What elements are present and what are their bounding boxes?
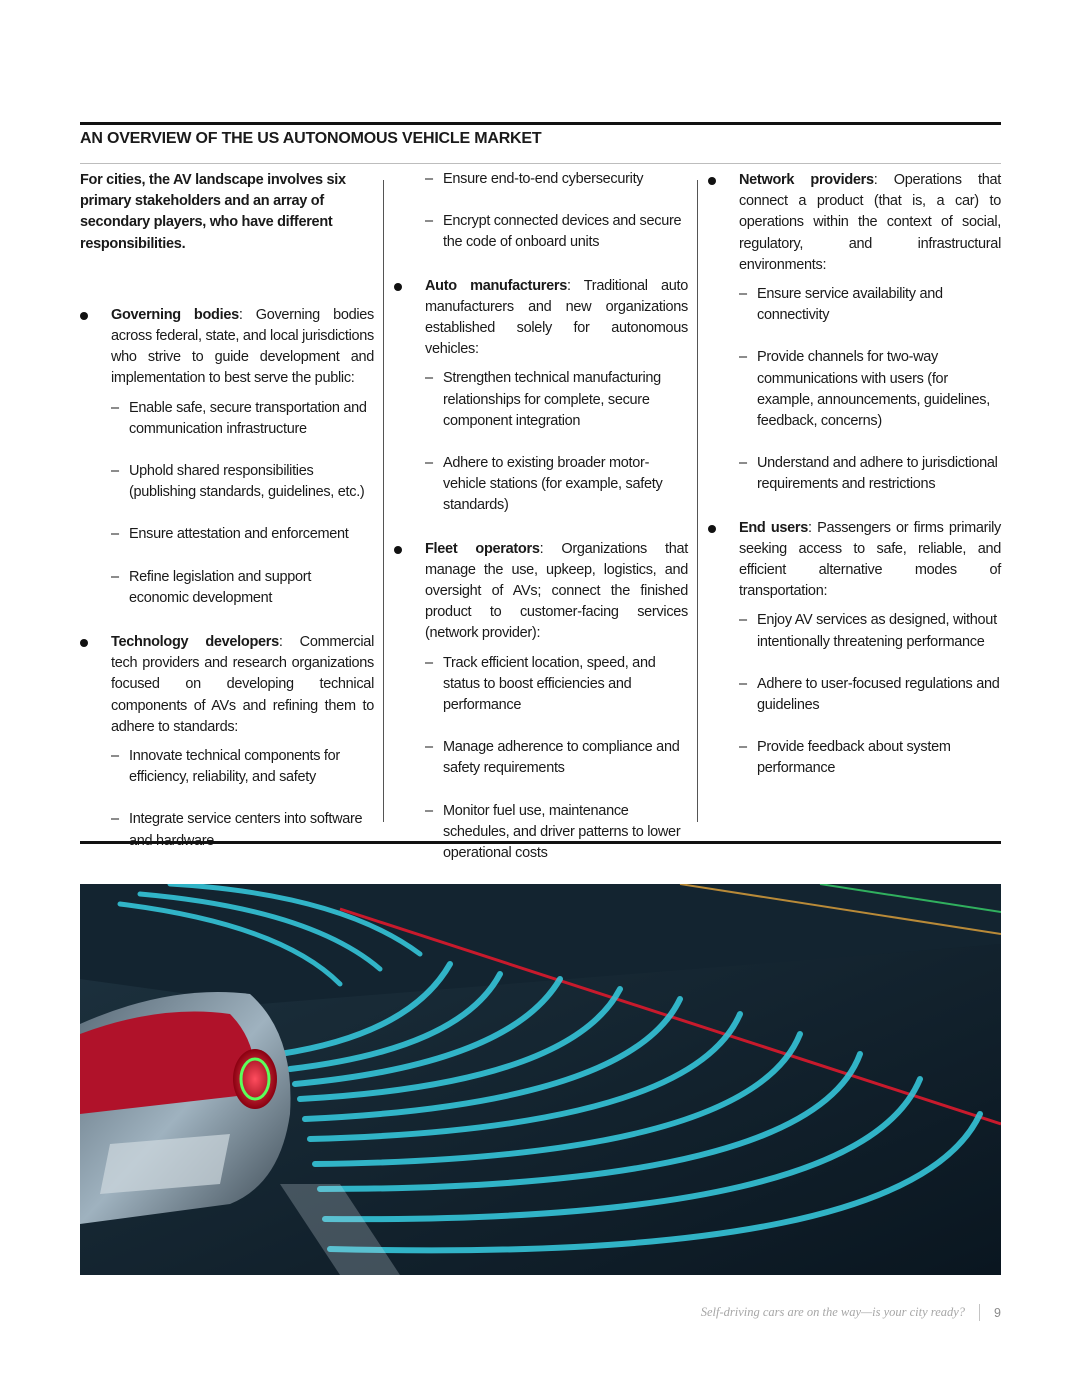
group-auto-manufacturers xyxy=(394,276,688,517)
list-item: – Enable safe, secure transportation and communication infrastructure xyxy=(111,399,367,437)
list-item: – Adhere to existing broader motor-vehicle stations (for example, safety standards) xyxy=(425,455,663,514)
title-underline xyxy=(80,163,1001,164)
list-item: – Monitor fuel use, maintenance schedules, and driver patterns to lower operational costs xyxy=(425,802,681,862)
group-technology-developers xyxy=(80,632,374,852)
list-item: – Encrypt connected devices and secure the code of onboard units xyxy=(425,213,682,251)
top-rule xyxy=(80,122,1001,125)
bullet-icon xyxy=(394,546,402,554)
list-item: – Track efficient location, speed, and status to boost efficiencies and performance xyxy=(425,654,656,714)
column-left xyxy=(80,170,374,873)
intro-text: For cities, the AV landscape involves six primary stakeholders and an array of secondary players, who have different responsibilities. xyxy=(80,172,346,252)
page-number: 9 xyxy=(994,1305,1001,1320)
group-name: Governing bodies xyxy=(111,306,239,323)
list-item: – Ensure end-to-end cybersecurity xyxy=(425,171,644,187)
group-desc: : Governing bodies across federal, state, and local jurisdictions who strive to guide development and implementation to best serve the public: xyxy=(111,306,374,387)
group-technology-developers-continued xyxy=(394,169,688,254)
group-name: Technology developers xyxy=(111,634,279,651)
footer-title: Self-driving cars are on the way—is your city ready? xyxy=(700,1305,966,1319)
autonomous-car-illustration xyxy=(80,884,1001,1275)
group-desc: : Organizations that manage the use, upkeep, logistics, and oversight of AVs; connect the finished product to customer-facing services (network provider): xyxy=(425,540,688,642)
group-desc: : Commercial tech providers and research organizations focused on developing technical components of AVs and refining them to adhere to standards: xyxy=(111,634,374,735)
list-item: – Provide channels for two-way communications with users (for example, announcements, guidelines, feedback, concerns) xyxy=(739,349,990,430)
list-item: – Provide feedback about system performance xyxy=(739,739,951,777)
list-item: – Adhere to user-focused regulations and guidelines xyxy=(739,675,1000,714)
bullet-icon xyxy=(394,283,402,291)
list-item: – Enjoy AV services as designed, without intentionally threatening performance xyxy=(739,612,997,650)
list-item: – Innovate technical components for efficiency, reliability, and safety xyxy=(111,748,340,786)
bullet-icon xyxy=(80,312,88,320)
list-item: – Manage adherence to compliance and safety requirements xyxy=(425,739,680,777)
bullet-icon xyxy=(80,639,88,647)
group-governing-bodies xyxy=(80,305,374,609)
list-item: – Understand and adhere to jurisdictional requirements and restrictions xyxy=(739,455,998,493)
group-name: Fleet operators xyxy=(425,540,540,557)
group-desc: : Traditional auto manufacturers and new organizations established solely for autonomous vehicles: xyxy=(425,277,688,358)
footer-divider xyxy=(979,1304,980,1321)
group-name: Network providers xyxy=(739,172,874,188)
column-middle xyxy=(394,170,688,885)
list-item: – Ensure service availability and connectivity xyxy=(739,286,943,324)
group-name: Auto manufacturers xyxy=(425,277,567,294)
page-footer xyxy=(701,1304,1001,1321)
list-item: – Refine legislation and support economic development xyxy=(111,568,312,606)
page-title: AN OVERVIEW OF THE US AUTONOMOUS VEHICLE MARKET xyxy=(80,130,542,147)
group-end-users xyxy=(708,518,1001,780)
bullet-icon xyxy=(708,177,716,185)
group-network-providers xyxy=(708,170,1001,496)
list-item: – Strengthen technical manufacturing relationships for complete, secure component integration xyxy=(425,370,661,429)
group-desc: : Passengers or firms primarily seeking access to safe, reliable, and efficient alternative modes of transportation: xyxy=(739,519,1001,600)
column-divider xyxy=(697,180,698,822)
list-item: – Ensure attestation and enforcement xyxy=(111,526,349,543)
column-divider xyxy=(383,180,384,822)
bullet-icon xyxy=(708,525,716,533)
bottom-rule xyxy=(80,841,1001,844)
list-item: – Uphold shared responsibilities (publishing standards, guidelines, etc.) xyxy=(111,463,365,501)
column-right xyxy=(708,170,1001,801)
group-desc: : Operations that connect a product (that is, a car) to operations within the context of social, regulatory, and infrastructural environments: xyxy=(739,172,1001,273)
group-name: End users xyxy=(739,519,809,536)
group-fleet-operators xyxy=(394,539,688,865)
list-item: – Integrate service centers into software xyxy=(111,811,363,828)
